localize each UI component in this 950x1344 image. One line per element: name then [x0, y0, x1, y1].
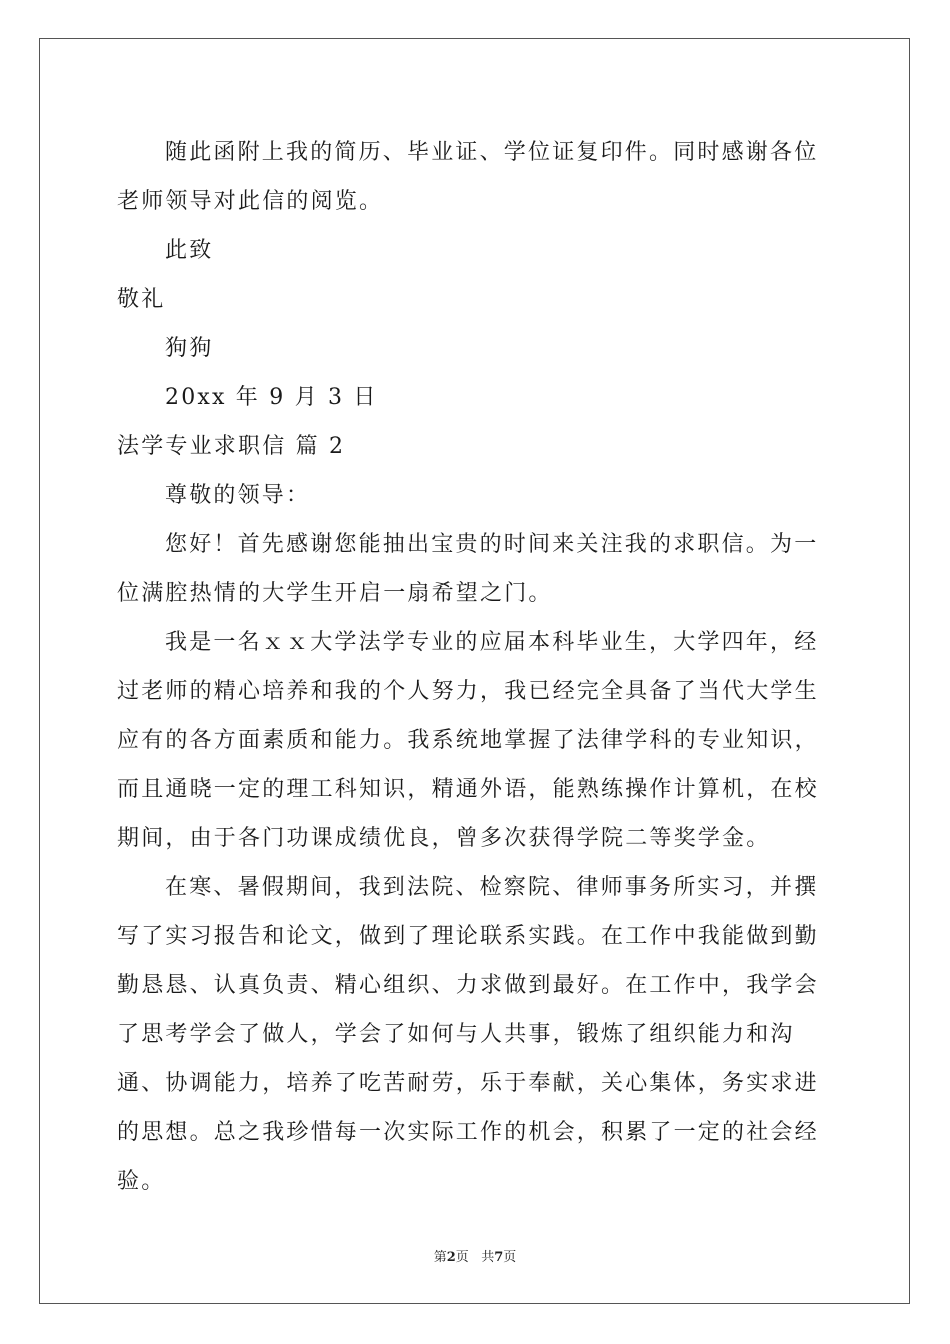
- closing-salutation: 此致: [165, 238, 214, 263]
- paragraph-experience: 在寒、暑假期间，我到法院、检察院、律师事务所实习，并撰写了实习报告和论文，做到了理论联系实践。在工作中我能做到勤勤恳恳、认真负责、精心组织、力求做到最好。在工作中，我学会了思考学会了做人，学会了如何与人共事，锻炼了组织能力和沟通、协调能力，培养了吃苦耐劳，乐于奉献，关心集体，务实求进的思想。总之我珍惜每一次实际工作的机会，积累了一定的社会经验。: [117, 875, 819, 1194]
- signature-date: 20xx 年 9 月 3 日: [165, 385, 378, 410]
- paragraph-education: 我是一名ｘｘ大学法学专业的应届本科毕业生，大学四年，经过老师的精心培养和我的个人努力，我已经完全具备了当代大学生应有的各方面素质和能力。我系统地掌握了法律学科的专业知识，而且通晓一定的理工科知识，精通外语，能熟练操作计算机，在校期间，由于各门功课成绩优良，曾多次获得学院二等奖学金。: [117, 630, 819, 851]
- total-prefix: 共: [481, 1250, 495, 1265]
- page-footer: [0, 1246, 950, 1265]
- total-pages: 7: [494, 1250, 504, 1265]
- document-body: [117, 128, 837, 1206]
- page-prefix: 第: [433, 1250, 447, 1265]
- paragraph-intro: 您好！首先感谢您能抽出宝贵的时间来关注我的求职信。为一位满腔热情的大学生开启一扇希望之门。: [117, 532, 819, 606]
- total-suffix: 页: [503, 1250, 517, 1265]
- section-title: 法学专业求职信 篇 2: [117, 434, 346, 459]
- paragraph-attachments: 随此函附上我的简历、毕业证、学位证复印件。同时感谢各位老师领导对此信的阅览。: [117, 140, 819, 214]
- page-number: 2: [446, 1250, 456, 1265]
- closing-respect: 敬礼: [117, 287, 166, 312]
- greeting: 尊敬的领导：: [165, 483, 311, 508]
- signature-name: 狗狗: [165, 336, 214, 361]
- page-suffix: 页: [455, 1250, 469, 1265]
